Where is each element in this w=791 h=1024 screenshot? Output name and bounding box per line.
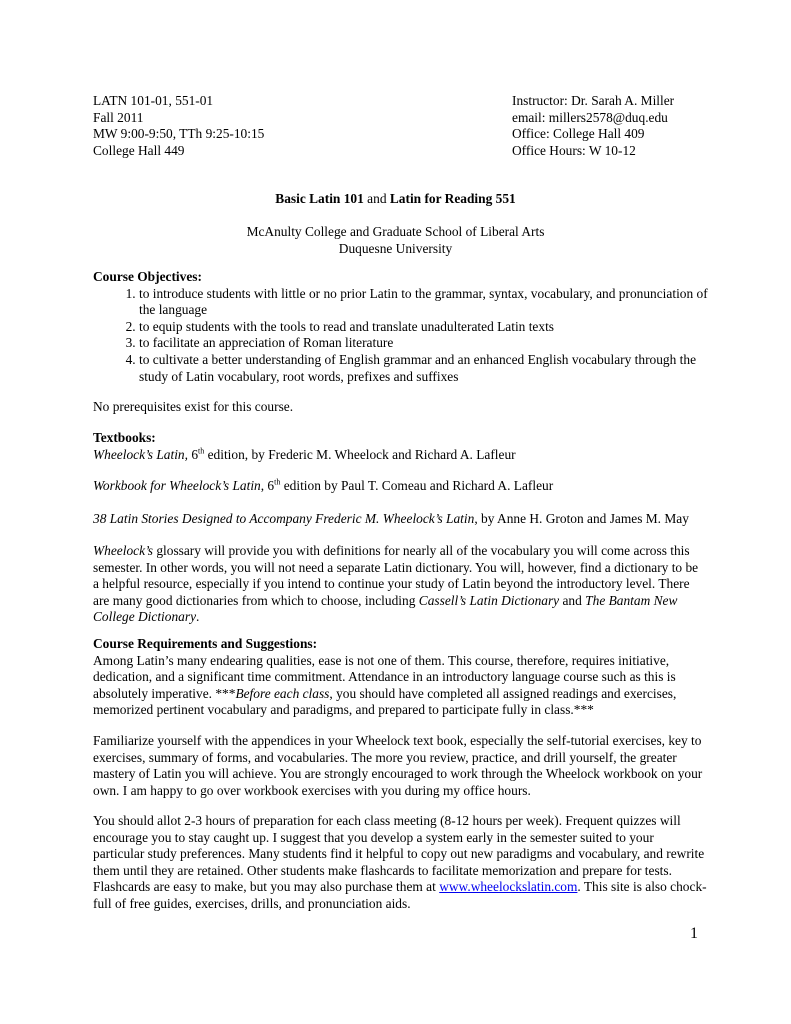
instructor-name: Instructor: Dr. Sarah A. Miller xyxy=(512,93,675,108)
prerequisites-text: No prerequisites exist for this course. xyxy=(93,399,294,414)
textbook-2-title: Workbook for Wheelock’s Latin xyxy=(93,478,261,493)
objectives-heading: Course Objectives: xyxy=(93,269,202,284)
textbook-1 xyxy=(93,447,703,464)
title-part-1: Basic Latin 101 xyxy=(275,191,364,206)
textbook-3-authors: , by Anne H. Groton and James M. May xyxy=(474,511,689,526)
requirements-section xyxy=(93,636,707,719)
textbook-1-sup: th xyxy=(198,446,205,456)
textbooks-section xyxy=(93,430,703,463)
schedule: MW 9:00-9:50, TTh 9:25-10:15 xyxy=(93,126,265,142)
instructor-office: Office: College Hall 409 xyxy=(512,126,645,142)
dictionary-and: and xyxy=(559,592,586,608)
college-name: McAnulty College and Graduate School of Liberal Arts xyxy=(246,224,545,239)
glossary-text: glossary will provide you with definitions for nearly all of the vocabulary you will come across this semester. In other words, you will not need a separate Latin dictionary. You will, however, find a dictionary to be a helpful resource, especially if you intend to continue your study of Latin beyond the introductory level. There are many good dictionaries from which to choose, including xyxy=(93,543,699,608)
dictionary-2: The Bantam New College Dictionary xyxy=(93,592,678,625)
requirements-paragraph-3 xyxy=(93,813,707,913)
textbook-2-edition: , 6 xyxy=(260,478,275,493)
textbook-1-authors: edition, by Frederic M. Wheelock and Richard A. Lafleur xyxy=(204,446,516,462)
requirements-paragraph-3-block xyxy=(93,813,707,913)
term: Fall 2011 xyxy=(93,109,144,125)
dictionary-end: . xyxy=(196,609,200,625)
requirements-heading: Course Requirements and Suggestions: xyxy=(93,636,318,651)
objective-item: 2. to equip students with the tools to read and translate unadulterated Latin texts xyxy=(139,319,713,336)
title-part-2: Latin for Reading 551 xyxy=(389,191,516,206)
textbook-1-title: Wheelock’s Latin, xyxy=(93,446,188,462)
glossary-title: Wheelock’s xyxy=(93,543,153,558)
objective-item: 3. to facilitate an appreciation of Roman literature xyxy=(139,335,713,352)
glossary-paragraph-block xyxy=(93,543,705,626)
prerequisites xyxy=(93,399,703,416)
institution xyxy=(0,224,791,257)
requirements-p1-italic: Before each class xyxy=(235,685,330,701)
requirements-p3-a: You should allot 2-3 hours of preparation for each class meeting (8-12 hours per week). Frequent quizzes will encourage you to stay caught up. I suggest that you develop a system early in the semester suited to your particular study preferences. Many students find it helpful to copy out new paradigms and vocabulary, and rewrite them until they are retained. Other students make flashcards to facilitate memorization and prepare for tests. Flashcards are easy to make, but you may also purchase them at xyxy=(93,813,705,895)
requirements-paragraph-2: Familiarize yourself with the appendices in your Wheelock text book, especially the self-tutorial exercises, key to exercises, summary of forms, and vocabularies. The more you review, practice, and drill yourself, the greater mastery of Latin you will achieve. You are strongly encouraged to work through the Wheelock workbook on your own. I am happy to go over workbook exercises with you during my office hours. xyxy=(93,733,703,798)
textbook-3-title: 38 Latin Stories Designed to Accompany Frederic M. Wheelock’s Latin xyxy=(93,511,475,526)
course-code: LATN 101-01, 551-01 xyxy=(93,93,214,108)
textbook-2 xyxy=(93,478,703,495)
office-hours: Office Hours: W 10-12 xyxy=(512,142,636,158)
textbook-3-block xyxy=(93,511,703,528)
glossary-paragraph xyxy=(93,543,705,626)
instructor-info xyxy=(512,93,674,159)
objective-item: 4. to cultivate a better understanding of English grammar and an enhanced English vocabulary through the study of Latin vocabulary, root words, prefixes and suffixes xyxy=(139,352,713,385)
instructor-email: email: millers2578@duq.edu xyxy=(512,109,668,125)
objectives-list xyxy=(93,286,713,386)
textbook-1-edition: 6 xyxy=(187,446,199,462)
classroom: College Hall 449 xyxy=(93,142,185,158)
textbook-2-block xyxy=(93,478,703,495)
course-info xyxy=(93,93,264,159)
requirements-paragraph-1 xyxy=(93,653,707,719)
requirements-p1-a: Among Latin’s many endearing qualities, ease is not one of them. This course, therefore, requires initiative, dedication, and a significant time commitment. Attendance in an introductory language course such as this is absolutely imperative. *** xyxy=(93,652,676,701)
requirements-p1-b: , you should have completed all assigned readings and exercises, memorized pertinent vocabulary and paradigms, and prepared to participate fully in class.*** xyxy=(93,685,677,718)
requirements-paragraph-2-block xyxy=(93,733,705,799)
university-name: Duquesne University xyxy=(338,240,453,256)
textbooks-heading: Textbooks: xyxy=(93,430,156,445)
document-title xyxy=(0,191,791,208)
page-number: 1 xyxy=(690,925,698,942)
textbook-2-authors: edition by Paul T. Comeau and Richard A. Lafleur xyxy=(280,478,554,493)
title-and: and xyxy=(363,191,390,206)
textbook-2-sup: th xyxy=(274,477,281,487)
requirements-p3-b: . This site is also chock-full of free guides, exercises, drills, and pronunciation aids. xyxy=(93,879,707,911)
objective-item: 1. to introduce students with little or no prior Latin to the grammar, syntax, vocabulary, and pronunciation of the language xyxy=(139,286,713,319)
objectives-section xyxy=(93,269,713,385)
textbook-3 xyxy=(93,511,703,528)
wheelock-website-link[interactable]: www.wheelockslatin.com xyxy=(439,879,578,895)
dictionary-1: Cassell’s Latin Dictionary xyxy=(418,592,560,608)
